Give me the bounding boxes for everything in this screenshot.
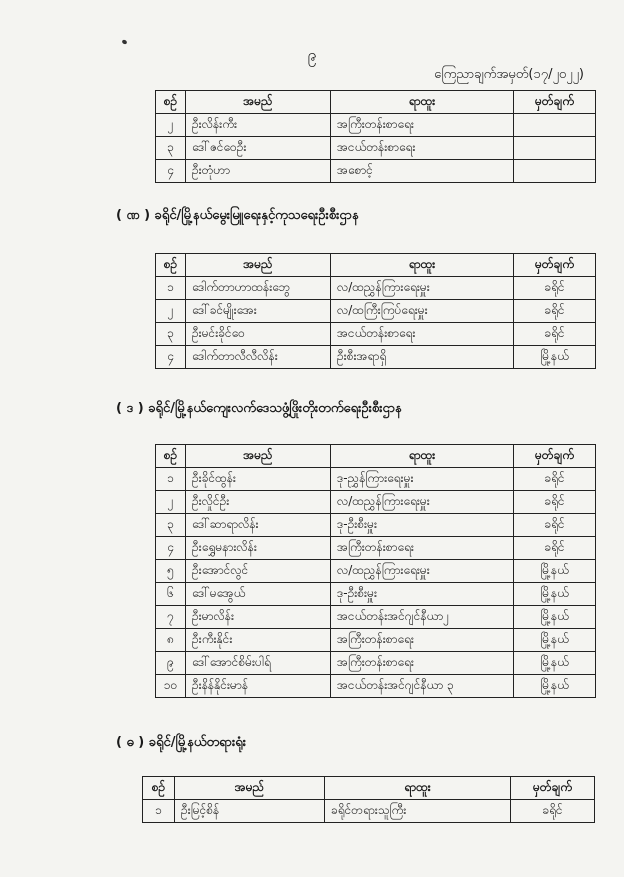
row-number: ၃ <box>156 137 186 160</box>
table-row <box>156 300 596 323</box>
section-heading-livestock: ( ဏ ) ခရိုင်/မြို့နယ်မွေးမြူရေးနှင့်ကုသရေးဦးစီးဌာန <box>116 208 359 223</box>
header-name: အမည် <box>186 445 331 468</box>
row-number: ၅ <box>156 560 186 583</box>
staff-name: ဒေါ်မအွေယ် <box>186 583 331 606</box>
staff-position: ဦးစီးအရာရှိ <box>331 346 514 369</box>
staff-position: အငယ်တန်းစာရေး <box>331 323 514 346</box>
table-row <box>156 346 596 369</box>
staff-remark: မြို့နယ် <box>514 346 596 369</box>
table-row <box>156 468 596 491</box>
row-number: ၇ <box>156 606 186 629</box>
staff-position: ခရိုင်တရားသူကြီး <box>325 800 511 823</box>
staff-name: ဒေါ်အောင်စိမ်းပါရ် <box>186 652 331 675</box>
header-name: အမည် <box>175 777 325 800</box>
header-remark: မှတ်ချက် <box>514 445 596 468</box>
livestock-dept-table <box>155 253 596 369</box>
row-number: ၄ <box>156 537 186 560</box>
staff-name: ဦးမာလိန်း <box>186 606 331 629</box>
table-row <box>156 675 596 698</box>
table-header-row <box>143 777 595 800</box>
table-row <box>156 583 596 606</box>
header-position: ရာထူး <box>331 254 514 277</box>
staff-name: ဦးမင်းခိုင်ဝေ <box>186 323 331 346</box>
table-row <box>156 491 596 514</box>
staff-position: အငယ်တန်းအင်ဂျင်နီယာ၂ <box>331 606 514 629</box>
row-number: ၆ <box>156 583 186 606</box>
staff-name: ဒေါ်ခင်မျိုးအေး <box>186 300 331 323</box>
staff-position: အကြီးတန်းစာရေး <box>331 652 514 675</box>
staff-position: အငယ်တန်းအင်ဂျင်နီယာ ၃ <box>331 675 514 698</box>
table-row <box>143 800 595 823</box>
staff-remark: ခရိုင် <box>514 323 596 346</box>
table-row <box>156 137 596 160</box>
staff-remark: ခရိုင် <box>514 300 596 323</box>
table-row <box>156 323 596 346</box>
staff-position: လ/ထကြီးကြပ်ရေးမှူး <box>331 300 514 323</box>
table-header-row <box>156 254 596 277</box>
table-row <box>156 277 596 300</box>
staff-name: ဒေါက်တာဟာထန်းဘွေ <box>186 277 331 300</box>
header-no: စဉ် <box>156 445 186 468</box>
header-name: အမည် <box>186 254 331 277</box>
staff-position: ဒု-ဦးစီးမှူး <box>331 583 514 606</box>
table-row <box>156 537 596 560</box>
staff-position: ဒု-ဦးစီးမှူး <box>331 514 514 537</box>
header-position: ရာထူး <box>331 445 514 468</box>
staff-position: ဒု-ညွှန်ကြားရေးမှူး <box>331 468 514 491</box>
header-position: ရာထူး <box>331 91 514 114</box>
staff-position: လ/ထညွှန်ကြားရေးမှူး <box>331 560 514 583</box>
staff-remark: ခရိုင် <box>514 277 596 300</box>
table-row <box>156 629 596 652</box>
row-number: ၁ <box>143 800 175 823</box>
staff-name: ဦးကီးနိုင်း <box>186 629 331 652</box>
staff-remark: မြို့နယ် <box>514 675 596 698</box>
page-number: ၉ <box>307 45 317 64</box>
header-no: စဉ် <box>143 777 175 800</box>
header-no: စဉ် <box>156 254 186 277</box>
header-name: အမည် <box>186 91 331 114</box>
staff-remark <box>514 160 596 183</box>
staff-name: ဦးရွှေမနားလိန်း <box>186 537 331 560</box>
staff-position: အကြီးတန်းစာရေး <box>331 114 514 137</box>
staff-remark <box>514 114 596 137</box>
staff-remark: မြို့နယ် <box>514 606 596 629</box>
staff-remark <box>514 137 596 160</box>
row-number: ၁၀ <box>156 675 186 698</box>
staff-position: အကြီးတန်းစာရေး <box>331 629 514 652</box>
staff-remark: ခရိုင် <box>514 514 596 537</box>
row-number: ၃ <box>156 514 186 537</box>
rural-development-dept-table <box>155 444 596 698</box>
staff-name: ဒေါ်ဆာရာလိန်း <box>186 514 331 537</box>
staff-name: ဒေါက်တာလီလီလိန်း <box>186 346 331 369</box>
staff-position: လ/ထညွှန်ကြားရေးမှူး <box>331 491 514 514</box>
row-number: ၈ <box>156 629 186 652</box>
table-row <box>156 652 596 675</box>
table-row <box>156 514 596 537</box>
row-number: ၄ <box>156 160 186 183</box>
row-number: ၁ <box>156 277 186 300</box>
staff-remark: ခရိုင် <box>514 537 596 560</box>
staff-name: ဒေါ်ဇင်ဝေဦး <box>186 137 331 160</box>
staff-position: အကြီးတန်းစာရေး <box>331 537 514 560</box>
row-number: ၃ <box>156 323 186 346</box>
staff-name: ဦးခိုင်ထွန်း <box>186 468 331 491</box>
table-row <box>156 560 596 583</box>
row-number: ၄ <box>156 346 186 369</box>
header-remark: မှတ်ချက် <box>511 777 595 800</box>
court-table <box>142 776 595 823</box>
row-number: ၂ <box>156 300 186 323</box>
staff-name: ဦးလိန်းကီး <box>186 114 331 137</box>
staff-position: အငယ်တန်းစာရေး <box>331 137 514 160</box>
staff-name: ဦးတုံဟာ <box>186 160 331 183</box>
table-row <box>156 606 596 629</box>
staff-remark: ခရိုင် <box>514 468 596 491</box>
table-header-row <box>156 91 596 114</box>
row-number: ၉ <box>156 652 186 675</box>
staff-name: ဦးလှိုင်ဦး <box>186 491 331 514</box>
section-heading-court: ( ဓ ) ခရိုင်/မြို့နယ်တရားရုံး <box>116 735 247 750</box>
staff-position: လ/ထညွှန်ကြားရေးမှူး <box>331 277 514 300</box>
header-position: ရာထူး <box>325 777 511 800</box>
staff-remark: မြို့နယ် <box>514 652 596 675</box>
row-number: ၂ <box>156 114 186 137</box>
row-number: ၁ <box>156 468 186 491</box>
staff-remark: ခရိုင် <box>514 491 596 514</box>
table-row <box>156 114 596 137</box>
header-remark: မှတ်ချက် <box>514 91 596 114</box>
section-heading-rural-development: ( ဒ ) ခရိုင်/မြို့နယ်ကျေးလက်ဒေသဖွံ့ဖြိုးတိုးတက်ရေးဦးစီးဌာန <box>116 401 402 416</box>
staff-position: အစောင့် <box>331 160 514 183</box>
row-number: ၂ <box>156 491 186 514</box>
table-header-row <box>156 445 596 468</box>
staff-remark: ခရိုင် <box>511 800 595 823</box>
staff-name: ဦးမြင့်စိန် <box>175 800 325 823</box>
staff-remark: မြို့နယ် <box>514 629 596 652</box>
staff-name: ဦးနိန်နိုင်းမာန် <box>186 675 331 698</box>
header-no: စဉ် <box>156 91 186 114</box>
table-row <box>156 160 596 183</box>
announcement-reference: ကြေညာချက်အမှတ်(၁၇/၂၀၂၂) <box>434 67 584 82</box>
header-remark: မှတ်ချက် <box>514 254 596 277</box>
staff-name: ဦးအောင်လွင် <box>186 560 331 583</box>
staff-remark: မြို့နယ် <box>514 560 596 583</box>
staff-remark: မြို့နယ် <box>514 583 596 606</box>
staff-table-continued <box>155 90 596 183</box>
